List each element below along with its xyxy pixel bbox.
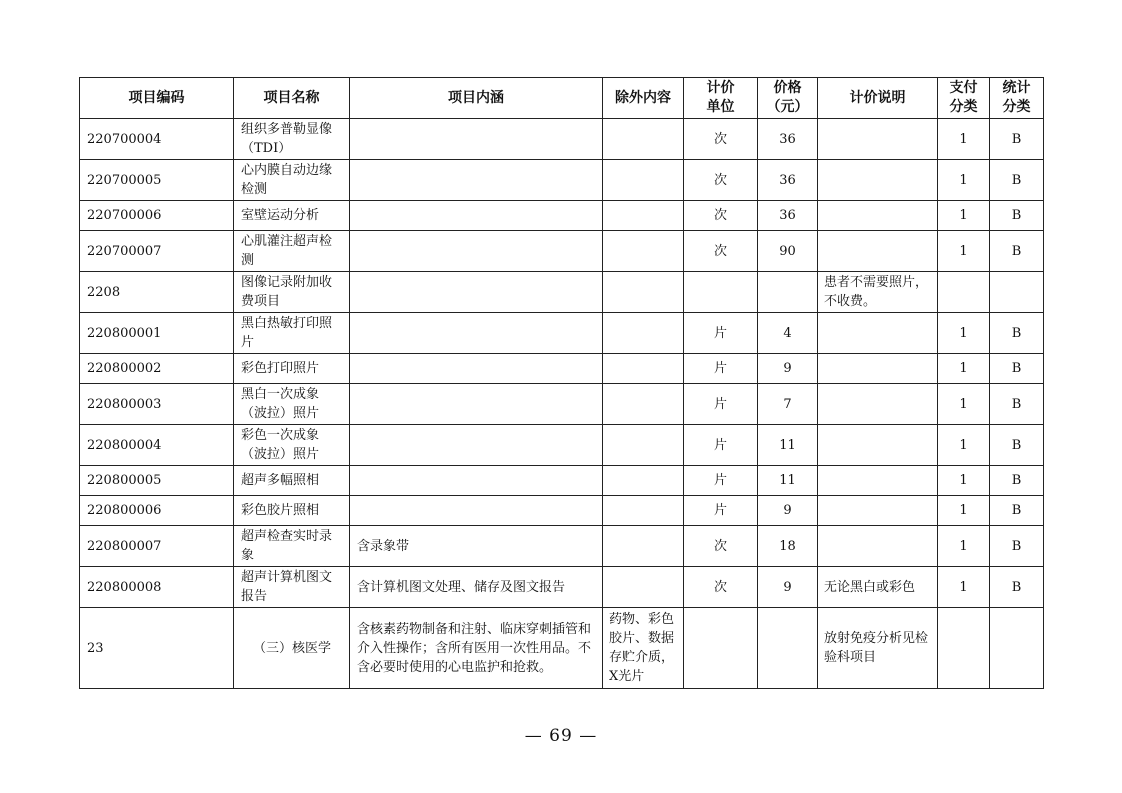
header-content: 项目内涵 — [350, 78, 603, 119]
cell-name: （三）核医学 — [234, 608, 350, 689]
cell-price: 9 — [758, 354, 818, 384]
page-number: — 69 — — [524, 726, 598, 746]
cell-stat: B — [990, 567, 1044, 608]
cell-code: 220800001 — [80, 313, 234, 354]
cell-content — [350, 354, 603, 384]
table-row — [80, 567, 1044, 608]
cell-stat: B — [990, 119, 1044, 160]
cell-pay: 1 — [938, 354, 990, 384]
table-row — [80, 466, 1044, 496]
cell-pay: 1 — [938, 567, 990, 608]
header-pay-line2: 分类 — [949, 99, 978, 115]
cell-name: 超声计算机图文报告 — [234, 567, 350, 608]
cell-content — [350, 201, 603, 231]
table-row — [80, 608, 1044, 689]
cell-price: 90 — [758, 231, 818, 272]
cell-stat: B — [990, 526, 1044, 567]
cell-code: 220700005 — [80, 160, 234, 201]
cell-note — [818, 354, 938, 384]
cell-pay — [938, 608, 990, 689]
table-row — [80, 425, 1044, 466]
cell-note: 放射免疫分析见检验科项目 — [818, 608, 938, 689]
cell-pay: 1 — [938, 231, 990, 272]
cell-excluded — [603, 119, 684, 160]
cell-content — [350, 272, 603, 313]
cell-unit: 片 — [684, 425, 758, 466]
cell-excluded: 药物、彩色胶片、数据存贮介质，X光片 — [603, 608, 684, 689]
fee-table — [79, 77, 1044, 689]
cell-note — [818, 466, 938, 496]
cell-note: 患者不需要照片，不收费。 — [818, 272, 938, 313]
cell-unit: 片 — [684, 384, 758, 425]
header-note: 计价说明 — [818, 78, 938, 119]
cell-note — [818, 231, 938, 272]
cell-note — [818, 313, 938, 354]
cell-pay: 1 — [938, 466, 990, 496]
table-row — [80, 384, 1044, 425]
cell-unit: 次 — [684, 119, 758, 160]
header-name: 项目名称 — [234, 78, 350, 119]
cell-price: 36 — [758, 160, 818, 201]
table-row — [80, 231, 1044, 272]
cell-code: 220800004 — [80, 425, 234, 466]
cell-code: 220800003 — [80, 384, 234, 425]
cell-content: 含计算机图文处理、储存及图文报告 — [350, 567, 603, 608]
header-price-line2: （元） — [766, 99, 809, 115]
cell-name: 黑白热敏打印照片 — [234, 313, 350, 354]
cell-price: 11 — [758, 425, 818, 466]
cell-content — [350, 466, 603, 496]
table-row — [80, 160, 1044, 201]
cell-excluded — [603, 354, 684, 384]
cell-excluded — [603, 384, 684, 425]
header-pay — [938, 78, 990, 119]
cell-note — [818, 119, 938, 160]
cell-unit: 片 — [684, 313, 758, 354]
cell-unit: 次 — [684, 526, 758, 567]
cell-stat: B — [990, 313, 1044, 354]
cell-name: 超声多幅照相 — [234, 466, 350, 496]
cell-pay: 1 — [938, 526, 990, 567]
cell-name: 黑白一次成象（波拉）照片 — [234, 384, 350, 425]
cell-note — [818, 384, 938, 425]
cell-code: 2208 — [80, 272, 234, 313]
cell-note — [818, 425, 938, 466]
cell-name: 心肌灌注超声检测 — [234, 231, 350, 272]
header-price — [758, 78, 818, 119]
header-unit-line2: 单位 — [706, 99, 735, 115]
header-code: 项目编码 — [80, 78, 234, 119]
cell-unit — [684, 272, 758, 313]
cell-name: 心内膜自动边缘检测 — [234, 160, 350, 201]
cell-price: 9 — [758, 567, 818, 608]
cell-code: 220800002 — [80, 354, 234, 384]
cell-pay — [938, 272, 990, 313]
cell-content — [350, 231, 603, 272]
cell-unit: 次 — [684, 160, 758, 201]
cell-unit: 片 — [684, 354, 758, 384]
header-row — [80, 78, 1044, 119]
cell-stat: B — [990, 425, 1044, 466]
cell-price: 36 — [758, 201, 818, 231]
cell-content — [350, 425, 603, 466]
cell-unit: 次 — [684, 201, 758, 231]
cell-name: 室壁运动分析 — [234, 201, 350, 231]
cell-excluded — [603, 313, 684, 354]
cell-excluded — [603, 526, 684, 567]
header-unit-line1: 计价 — [706, 80, 735, 96]
cell-code: 220700006 — [80, 201, 234, 231]
cell-pay: 1 — [938, 160, 990, 201]
cell-code: 220800006 — [80, 496, 234, 526]
table-row — [80, 272, 1044, 313]
header-stat-line1: 统计 — [1002, 80, 1031, 96]
table-row — [80, 354, 1044, 384]
cell-content: 含核素药物制备和注射、临床穿刺插管和介入性操作；含所有医用一次性用品。不含必要时使用的心电监护和抢救。 — [350, 608, 603, 689]
cell-stat: B — [990, 384, 1044, 425]
cell-excluded — [603, 272, 684, 313]
cell-code: 220800008 — [80, 567, 234, 608]
cell-code: 220700007 — [80, 231, 234, 272]
cell-code: 220800005 — [80, 466, 234, 496]
cell-code: 23 — [80, 608, 234, 689]
cell-stat: B — [990, 466, 1044, 496]
cell-pay: 1 — [938, 384, 990, 425]
header-price-line1: 价格 — [773, 80, 802, 96]
cell-content — [350, 160, 603, 201]
cell-price: 36 — [758, 119, 818, 160]
cell-price: 9 — [758, 496, 818, 526]
cell-pay: 1 — [938, 496, 990, 526]
cell-unit: 次 — [684, 231, 758, 272]
cell-content — [350, 313, 603, 354]
cell-content: 含录象带 — [350, 526, 603, 567]
cell-excluded — [603, 567, 684, 608]
cell-excluded — [603, 201, 684, 231]
cell-price: 11 — [758, 466, 818, 496]
cell-pay: 1 — [938, 313, 990, 354]
cell-stat: B — [990, 231, 1044, 272]
cell-stat: B — [990, 160, 1044, 201]
cell-price — [758, 272, 818, 313]
header-stat — [990, 78, 1044, 119]
cell-name: 彩色一次成象（波拉）照片 — [234, 425, 350, 466]
cell-stat: B — [990, 496, 1044, 526]
cell-note — [818, 160, 938, 201]
header-pay-line1: 支付 — [949, 80, 978, 96]
cell-unit: 片 — [684, 496, 758, 526]
cell-pay: 1 — [938, 425, 990, 466]
cell-stat — [990, 608, 1044, 689]
cell-stat — [990, 272, 1044, 313]
cell-price: 18 — [758, 526, 818, 567]
cell-price: 7 — [758, 384, 818, 425]
cell-excluded — [603, 496, 684, 526]
cell-content — [350, 119, 603, 160]
table-row — [80, 201, 1044, 231]
cell-excluded — [603, 160, 684, 201]
cell-excluded — [603, 466, 684, 496]
table-row — [80, 119, 1044, 160]
header-excluded: 除外内容 — [603, 78, 684, 119]
cell-code: 220800007 — [80, 526, 234, 567]
table-row — [80, 313, 1044, 354]
table-row — [80, 526, 1044, 567]
cell-stat: B — [990, 354, 1044, 384]
cell-name: 图像记录附加收费项目 — [234, 272, 350, 313]
table-row — [80, 496, 1044, 526]
cell-note — [818, 526, 938, 567]
cell-price: 4 — [758, 313, 818, 354]
cell-excluded — [603, 231, 684, 272]
cell-pay: 1 — [938, 201, 990, 231]
header-unit — [684, 78, 758, 119]
cell-unit — [684, 608, 758, 689]
cell-stat: B — [990, 201, 1044, 231]
cell-note — [818, 201, 938, 231]
cell-name: 彩色打印照片 — [234, 354, 350, 384]
cell-name: 组织多普勒显像（TDI） — [234, 119, 350, 160]
cell-name: 超声检查实时录象 — [234, 526, 350, 567]
cell-note: 无论黑白或彩色 — [818, 567, 938, 608]
cell-pay: 1 — [938, 119, 990, 160]
cell-name: 彩色胶片照相 — [234, 496, 350, 526]
cell-unit: 片 — [684, 466, 758, 496]
cell-excluded — [603, 425, 684, 466]
cell-code: 220700004 — [80, 119, 234, 160]
cell-content — [350, 496, 603, 526]
cell-unit: 次 — [684, 567, 758, 608]
header-stat-line2: 分类 — [1002, 99, 1031, 115]
cell-note — [818, 496, 938, 526]
cell-content — [350, 384, 603, 425]
cell-price — [758, 608, 818, 689]
